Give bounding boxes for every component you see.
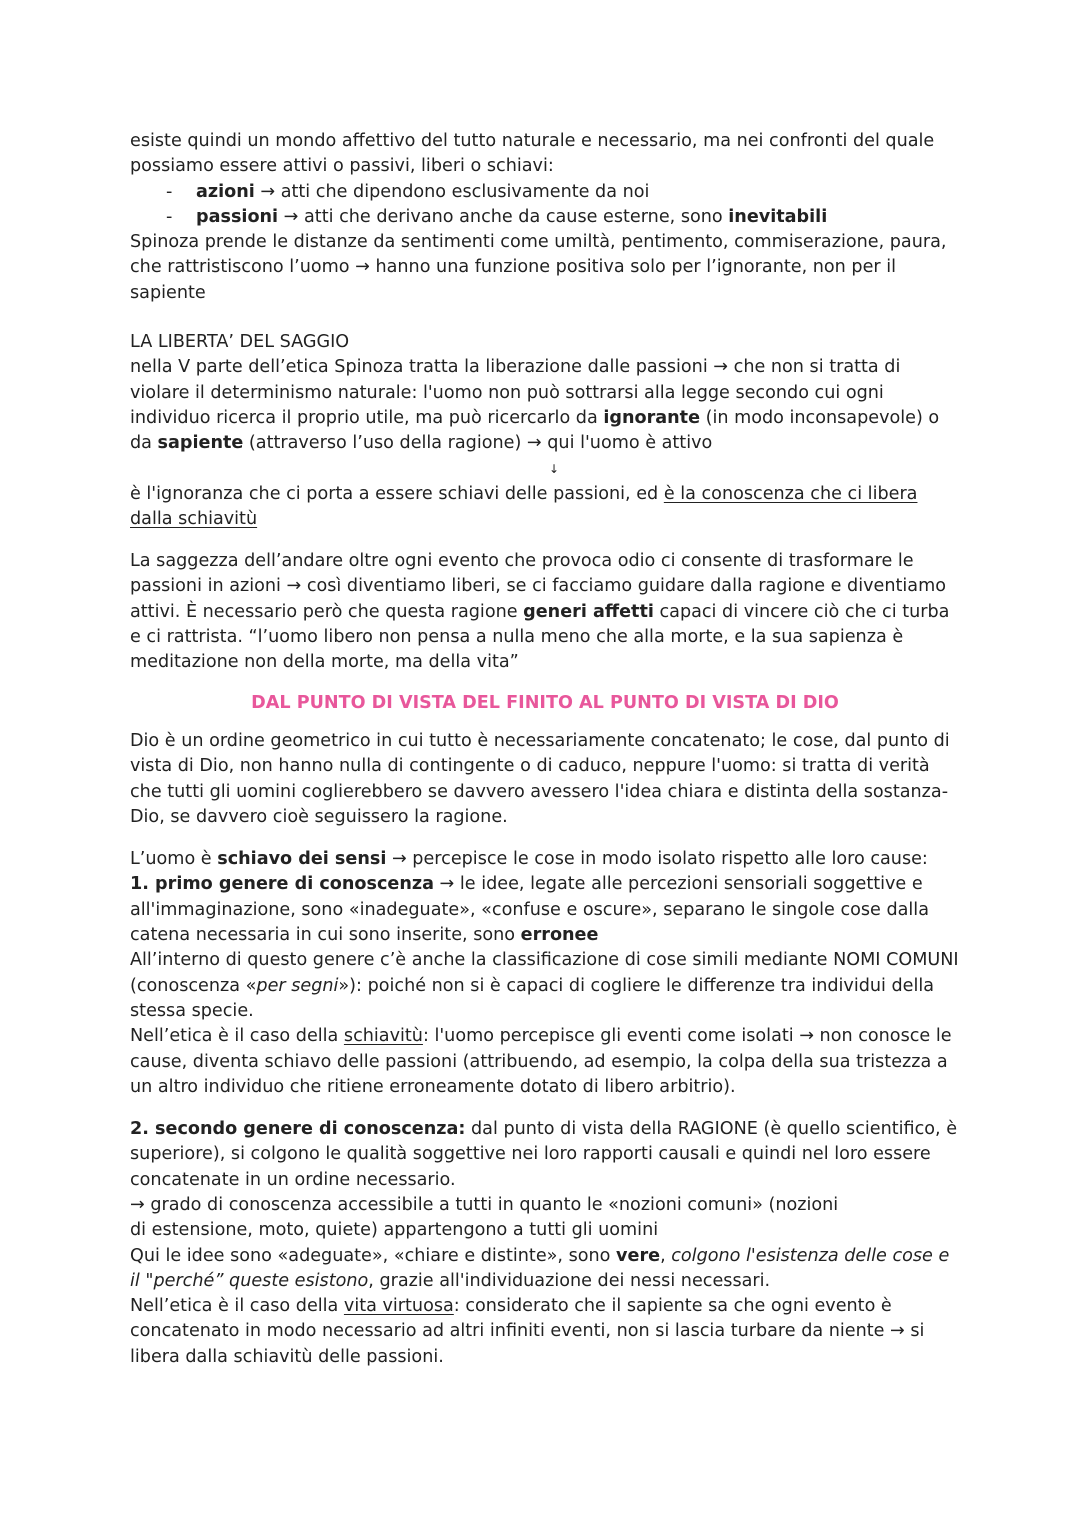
freedom-paragraph: nella V parte dell’etica Spinoza tratta la liberazione dalle passioni → che non si tratta di violare il determinismo naturale: l'uomo non può sottrarsi alla legge secondo cui ogni individuo ricerca il proprio utile, ma può ricercarlo da ignorante (in modo inconsapevole) o da sapiente (attraverso l’uso della ragione) → qui l'uomo è attivo	[130, 357, 940, 454]
wisdom-paragraph: La saggezza dell’andare oltre ogni evento che provoca odio ci consente di trasformare le passioni in azioni → così diventiamo liberi, se ci facciamo guidare dalla ragione e diventiamo attivi. È necessario però che questa ragione generi affetti capaci di vincere ciò che ci turba e ci rattrista. “l’uomo libero non pensa a nulla meno che alla morte, e la sua sapienza è meditazione non della morte, ma della vita”	[130, 551, 950, 673]
section-title: DAL PUNTO DI VISTA DEL FINITO AL PUNTO DI VISTA DI DIO	[251, 692, 839, 713]
second-knowledge-paragraph: 2. secondo genere di conoscenza: dal punto di vista della RAGIONE (è quello scientifico, è superiore), si colgono le qualità soggettive nei loro rapporti causali e quindi nel loro essere concatenate in un ordine necessario.	[130, 1119, 958, 1190]
heading-liberta-del-saggio: LA LIBERTA’ DEL SAGGIO	[130, 332, 350, 353]
common-names-paragraph: All’interno di questo genere c’è anche la classificazione di cose simili mediante NOMI COMUNI (conoscenza «per segni»): poiché non si è capaci di cogliere le differenze tra individui della stessa specie.	[130, 950, 959, 1021]
document-page	[130, 129, 960, 1370]
bullet-azioni: - azioni → atti che dipendono esclusivamente da noi	[166, 181, 650, 202]
virtuous-life-paragraph: Nell’etica è il caso della vita virtuosa: considerato che il sapiente sa che ogni evento è concatenato in modo necessario ad altri infiniti eventi, non si lascia turbare da niente → si libera dalla schiavitù delle passioni.	[130, 1296, 925, 1367]
god-paragraph: Dio è un ordine geometrico in cui tutto è necessariamente concatenato; le cose, dal punto di vista di Dio, non hanno nulla di contingente o di caduco, neppure l'uomo: si tratta di verità che tutti gli uomini coglierebbero se davvero avessero l'idea chiara e distinta della sostanza-Dio, se davvero cioè seguissero la ragione.	[130, 730, 950, 827]
common-notions-line-1: → grado di conoscenza accessibile a tutti in quanto le «nozioni comuni» (nozioni	[130, 1194, 839, 1215]
down-arrow-icon: ↓	[548, 461, 560, 476]
intro-paragraph: esiste quindi un mondo affettivo del tutto naturale e necessario, ma nei confronti del quale possiamo essere attivi o passivi, liberi o schiavi:	[130, 131, 935, 177]
senses-paragraph: L’uomo è schiavo dei sensi → percepisce le cose in modo isolato rispetto alle loro cause:	[130, 849, 928, 870]
first-knowledge-paragraph: 1. primo genere di conoscenza → le idee, legate alle percezioni sensoriali soggettive e all'immaginazione, sono «inadeguate», «confuse e oscure», separano le singole cose dalla catena necessaria in cui sono inserite, sono erronee	[130, 874, 929, 946]
knowledge-paragraph: è l'ignoranza che ci porta a essere schiavi delle passioni, ed è la conoscenza che ci libera dalla schiavitù	[130, 483, 918, 529]
intro-paragraph-2: Spinoza prende le distanze da sentimenti come umiltà, pentimento, commiserazione, paura, che rattristiscono l’uomo → hanno una funzione positiva solo per l’ignorante, non per il sapiente	[130, 232, 947, 303]
bullet-passioni: - passioni → atti che derivano anche da cause esterne, sono inevitabili	[166, 206, 828, 227]
slavery-paragraph: Nell’etica è il caso della schiavitù: l'uomo percepisce gli eventi come isolati → non conosce le cause, diventa schiavo delle passioni (attribuendo, ad esempio, la colpa della sua tristezza a un altro individuo che ritiene erroneamente dotato di libero arbitrio).	[130, 1026, 952, 1097]
common-notions-line-2: di estensione, moto, quiete) appartengono a tutti gli uomini	[130, 1220, 659, 1241]
adequate-ideas-paragraph: Qui le idee sono «adeguate», «chiare e distinte», sono vere, colgono l'esistenza delle cose e il "perché” queste esistono, grazie all'individuazione dei nessi necessari.	[130, 1245, 950, 1291]
